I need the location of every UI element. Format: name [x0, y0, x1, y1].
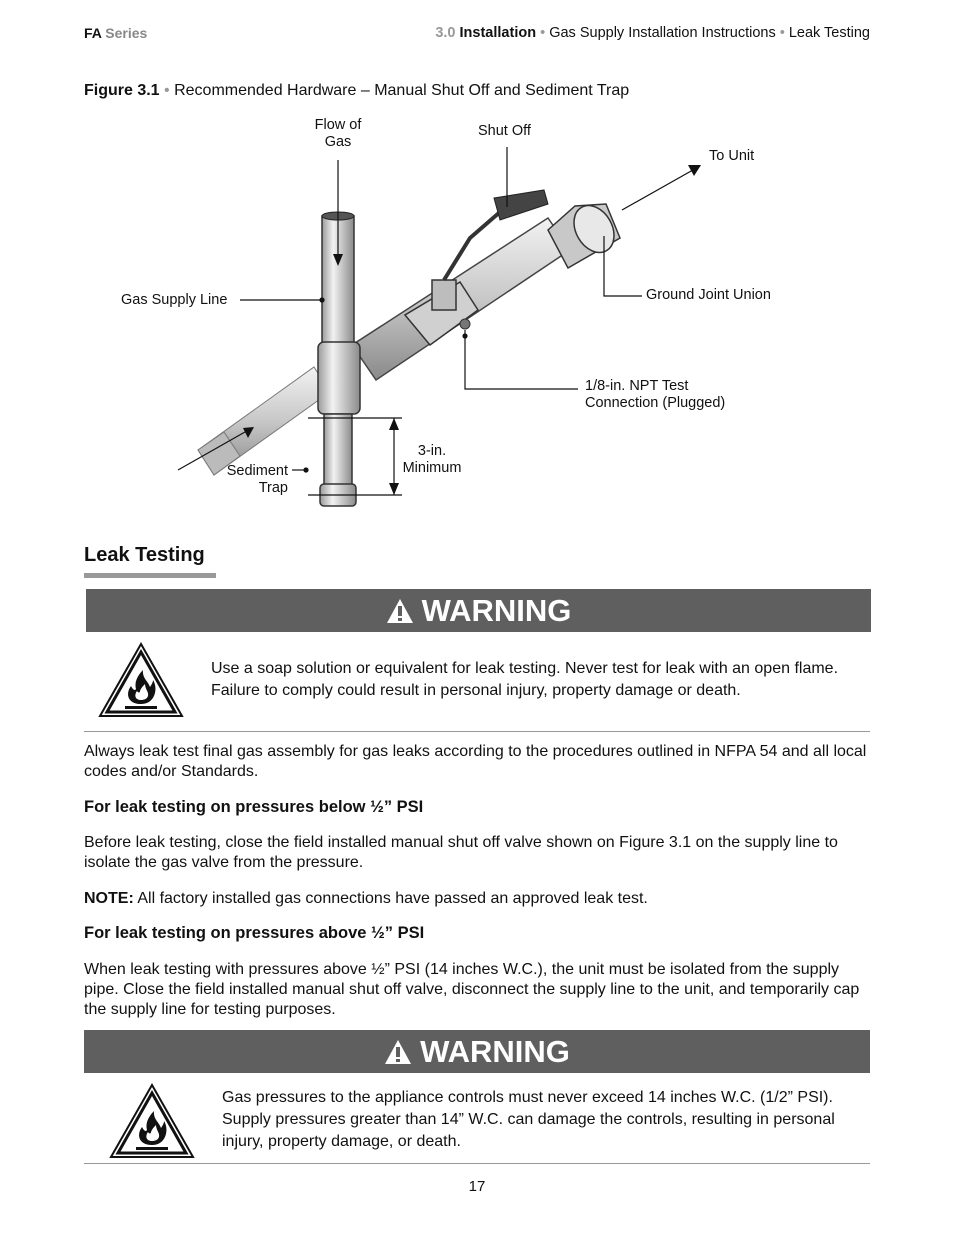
- note-paragraph: [84, 889, 870, 909]
- label-line: Minimum: [402, 460, 462, 476]
- warning-text: Gas pressures to the appliance controls must never exceed 14 inches W.C. (1/2” PSI). Supply pressures greater than 14” W.C. can damage the controls, resulting in personal injury, property damage, or death.: [222, 1089, 835, 1150]
- divider: [84, 731, 870, 732]
- page-number: 17: [468, 1178, 486, 1195]
- caption-text: Recommended Hardware – Manual Shut Off and Sediment Trap: [174, 82, 630, 99]
- label-sediment-trap: [214, 463, 288, 497]
- note-label: NOTE:: [84, 890, 134, 907]
- warning-title: WARNING: [421, 592, 572, 628]
- label-shut-off: Shut Off: [478, 123, 531, 139]
- arrowheads: [243, 165, 701, 495]
- label-line: Gas: [324, 134, 352, 150]
- flammable-hazard-icon: [109, 1083, 195, 1159]
- label-line: 1/8-in. NPT Test: [585, 378, 689, 394]
- warning-text: Use a soap solution or equivalent for leak testing. Never test for leak with an open flame. Failure to comply could result in personal injury, property damage or death.: [211, 660, 839, 699]
- label-line: Trap: [258, 480, 288, 496]
- section-underline: [84, 573, 216, 578]
- breadcrumb-separator: •: [540, 25, 546, 41]
- inlet-pipe: [198, 367, 330, 475]
- label-flow-of-gas: [298, 117, 378, 151]
- warning-triangle-icon: [384, 1039, 412, 1065]
- label-line: Connection (Plugged): [585, 395, 726, 411]
- below-psi-paragraph: Before leak testing, close the field installed manual shut off valve shown on Figure 3.1 on the supply line to isolate the gas valve from the pressure.: [84, 834, 838, 871]
- warning-triangle-icon: [386, 598, 414, 624]
- above-psi-paragraph: When leak testing with pressures above ½” PSI (14 inches W.C.), the unit must be isolated from the supply pipe. Close the field installed manual shut off valve, disconnect the supply line to the unit, and temporarily cap the supply line for testing purposes.: [84, 961, 860, 1018]
- label-ground-joint-union: Ground Joint Union: [646, 287, 771, 303]
- subheading-below-half-psi: For leak testing on pressures below ½” PSI: [84, 798, 424, 816]
- divider: [84, 1163, 870, 1164]
- section-name: Installation: [459, 25, 537, 41]
- breadcrumb-separator: •: [779, 25, 785, 41]
- caption-separator: •: [164, 82, 170, 99]
- label-gas-supply-line: Gas Supply Line: [121, 292, 228, 308]
- subheading-above-half-psi: For leak testing on pressures above ½” PSI: [84, 924, 425, 942]
- note-text: All factory installed gas connections have passed an approved leak test.: [137, 890, 648, 907]
- warning-banner: [86, 589, 871, 632]
- series-code: FA: [84, 25, 102, 41]
- label-npt-test-connection: [585, 378, 725, 412]
- pipe-diagram: [0, 0, 954, 530]
- flammable-hazard-icon: [98, 642, 184, 718]
- label-line: Flow of: [314, 117, 362, 133]
- intro-paragraph: Always leak test final gas assembly for gas leaks according to the procedures outlined in NFPA 54 and all local codes and/or Standards.: [84, 743, 867, 780]
- series-word: Series: [105, 25, 148, 41]
- warning-banner: [84, 1030, 870, 1073]
- label-line: 3-in.: [417, 443, 447, 459]
- section-number: 3.0: [435, 25, 456, 41]
- figure-label: Figure 3.1: [84, 82, 160, 99]
- breadcrumb-item: Leak Testing: [788, 25, 870, 41]
- label-line: Sediment: [226, 463, 288, 479]
- breadcrumb-item: Gas Supply Installation Instructions: [549, 25, 776, 41]
- section-title: Leak Testing: [84, 544, 205, 566]
- warning-title: WARNING: [420, 1033, 570, 1069]
- label-3in-minimum: [398, 443, 466, 477]
- label-to-unit: To Unit: [709, 148, 755, 164]
